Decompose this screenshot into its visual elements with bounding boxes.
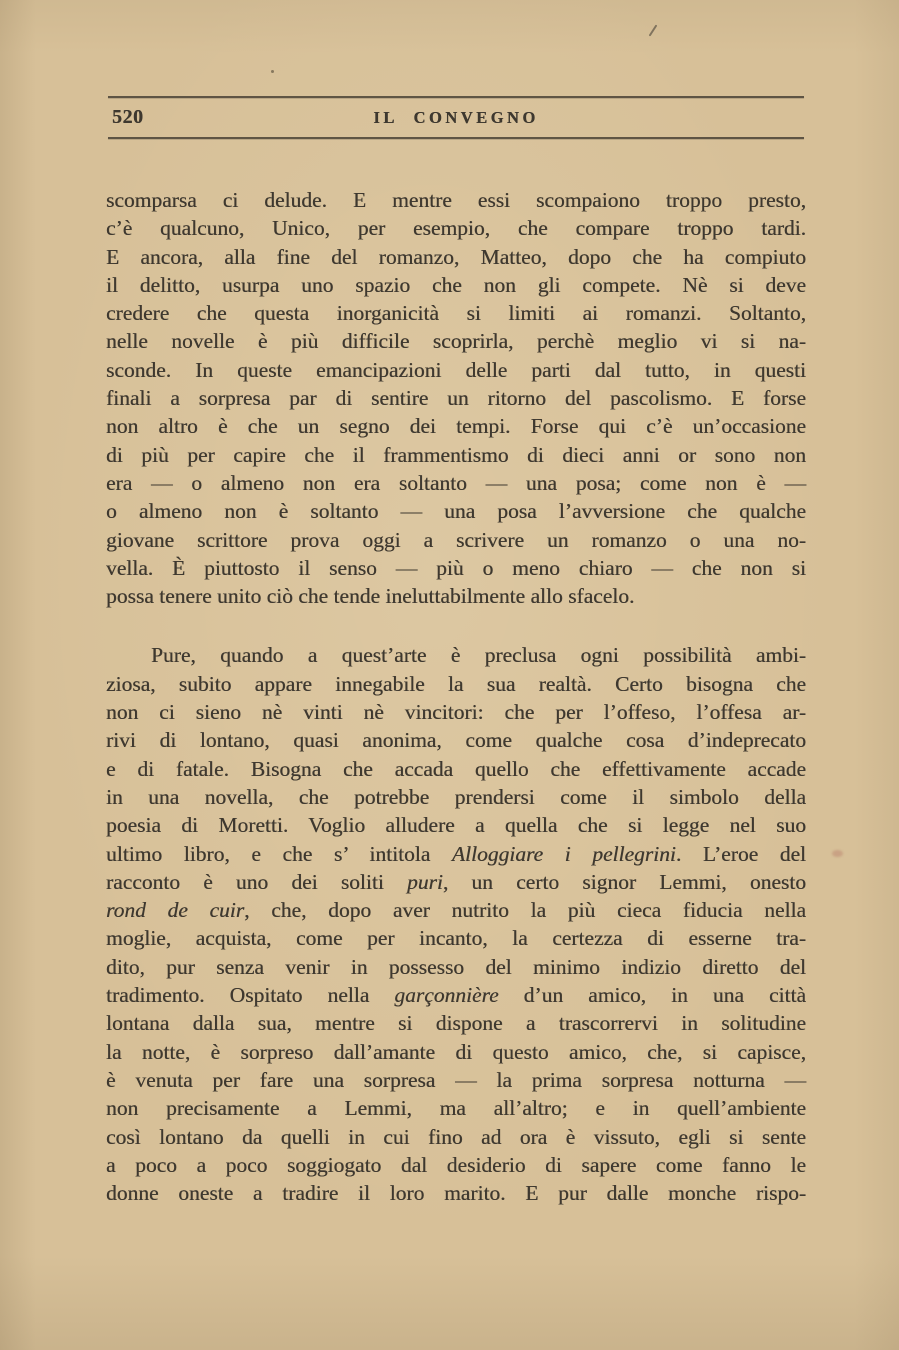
text-line: non altro è che un segno dei tempi. Forse qui c’è un’occasione <box>106 414 806 439</box>
text-line: la notte, è sorpreso dall’amante di questo amico, che, si capisce, <box>106 1039 806 1064</box>
paragraph <box>106 186 806 610</box>
text-line: il delitto, usurpa uno spazio che non gli compete. Nè si deve <box>106 272 806 297</box>
text-line: possa tenere unito ciò che tende ineluttabilmente allo sfacelo. <box>106 584 635 609</box>
text-line: poesia di Moretti. Voglio alludere a quella che si legge nel suo <box>106 813 806 838</box>
running-title: IL CONVEGNO <box>373 107 539 127</box>
text-line: non precisamente a Lemmi, ma all’altro; e in quell’ambiente <box>106 1096 806 1121</box>
text-line: credere che questa inorganicità si limiti ai romanzi. Soltanto, <box>106 301 806 326</box>
text-line: Pure, quando a quest’arte è preclusa ogni possibilità ambi- <box>151 643 806 668</box>
margin-smudge <box>832 850 843 857</box>
text-line: nelle novelle è più difficile scoprirla, perchè meglio vi si na- <box>106 329 806 354</box>
text-line: giovane scrittore prova oggi a scrivere un romanzo o una no- <box>106 527 806 552</box>
text-line: ultimo libro, e che s’ intitola Alloggiare i pellegrini. L’eroe del <box>106 841 807 866</box>
text-line: e di fatale. Bisogna che accada quello che effettivamente accade <box>106 756 806 781</box>
text-line: rivi di lontano, quasi anonima, come qualche cosa d’indeprecato <box>106 728 806 753</box>
text-line: c’è qualcuno, Unico, per esempio, che compare troppo tardi. <box>106 216 806 241</box>
header-rule-top <box>108 96 804 98</box>
text-line: racconto è uno dei soliti puri, un certo signor Lemmi, onesto <box>106 869 806 894</box>
text-line: lontana dalla sua, mentre si dispone a trascorrervi in solitudine <box>106 1011 806 1036</box>
page-text <box>106 186 806 1207</box>
text-line: vella. È piuttosto il senso — più o meno chiaro — che non si <box>106 555 806 580</box>
text-line: rond de cuir, che, dopo aver nutrito la più cieca fiducia nella <box>106 898 806 923</box>
text-line: tradimento. Ospitato nella garçonnière d’un amico, in una città <box>106 983 806 1008</box>
text-line: scomparsa ci delude. E mentre essi scompaiono troppo presto, <box>106 188 806 212</box>
text-line: a poco a poco soggiogato dal desiderio di sapere come fanno le <box>106 1152 806 1177</box>
text-line: in una novella, che potrebbe prendersi come il simbolo della <box>106 784 806 809</box>
text-line: è venuta per fare una sorpresa — la prima sorpresa notturna — <box>106 1067 806 1092</box>
text-line: dito, pur senza venir in possesso del minimo indizio diretto del <box>106 954 806 979</box>
header-rule-bottom <box>108 137 804 139</box>
text-line: ziosa, subito appare innegabile la sua realtà. Certo bisogna che <box>106 671 806 696</box>
text-line: donne oneste a tradire il loro marito. E pur dalle monche rispo- <box>106 1181 806 1206</box>
page-number: 520 <box>112 106 144 128</box>
text-line: non ci sieno nè vinti nè vincitori: che per l’offeso, l’offesa ar- <box>106 700 806 725</box>
text-line: così lontano da quelli in cui fino ad ora è vissuto, egli si sente <box>106 1124 806 1149</box>
text-line: sconde. In queste emancipazioni delle parti dal tutto, in questi <box>106 357 806 382</box>
text-line: era — o almeno non era soltanto — una posa; come non è — <box>106 470 806 495</box>
text-line: moglie, acquista, come per incanto, la certezza di esserne tra- <box>106 926 806 951</box>
paragraph <box>106 641 806 1207</box>
text-line: finali a sorpresa par di sentire un ritorno del pascolismo. E forse <box>106 386 806 411</box>
text-line: E ancora, alla fine del romanzo, Matteo, dopo che ha compiuto <box>106 244 806 269</box>
page-header <box>108 100 804 135</box>
text-line: di più per capire che il frammentismo di dieci anni or sono non <box>106 442 806 467</box>
ink-speck <box>271 70 274 73</box>
text-line: o almeno non è soltanto — una posa l’avversione che qualche <box>106 499 806 524</box>
